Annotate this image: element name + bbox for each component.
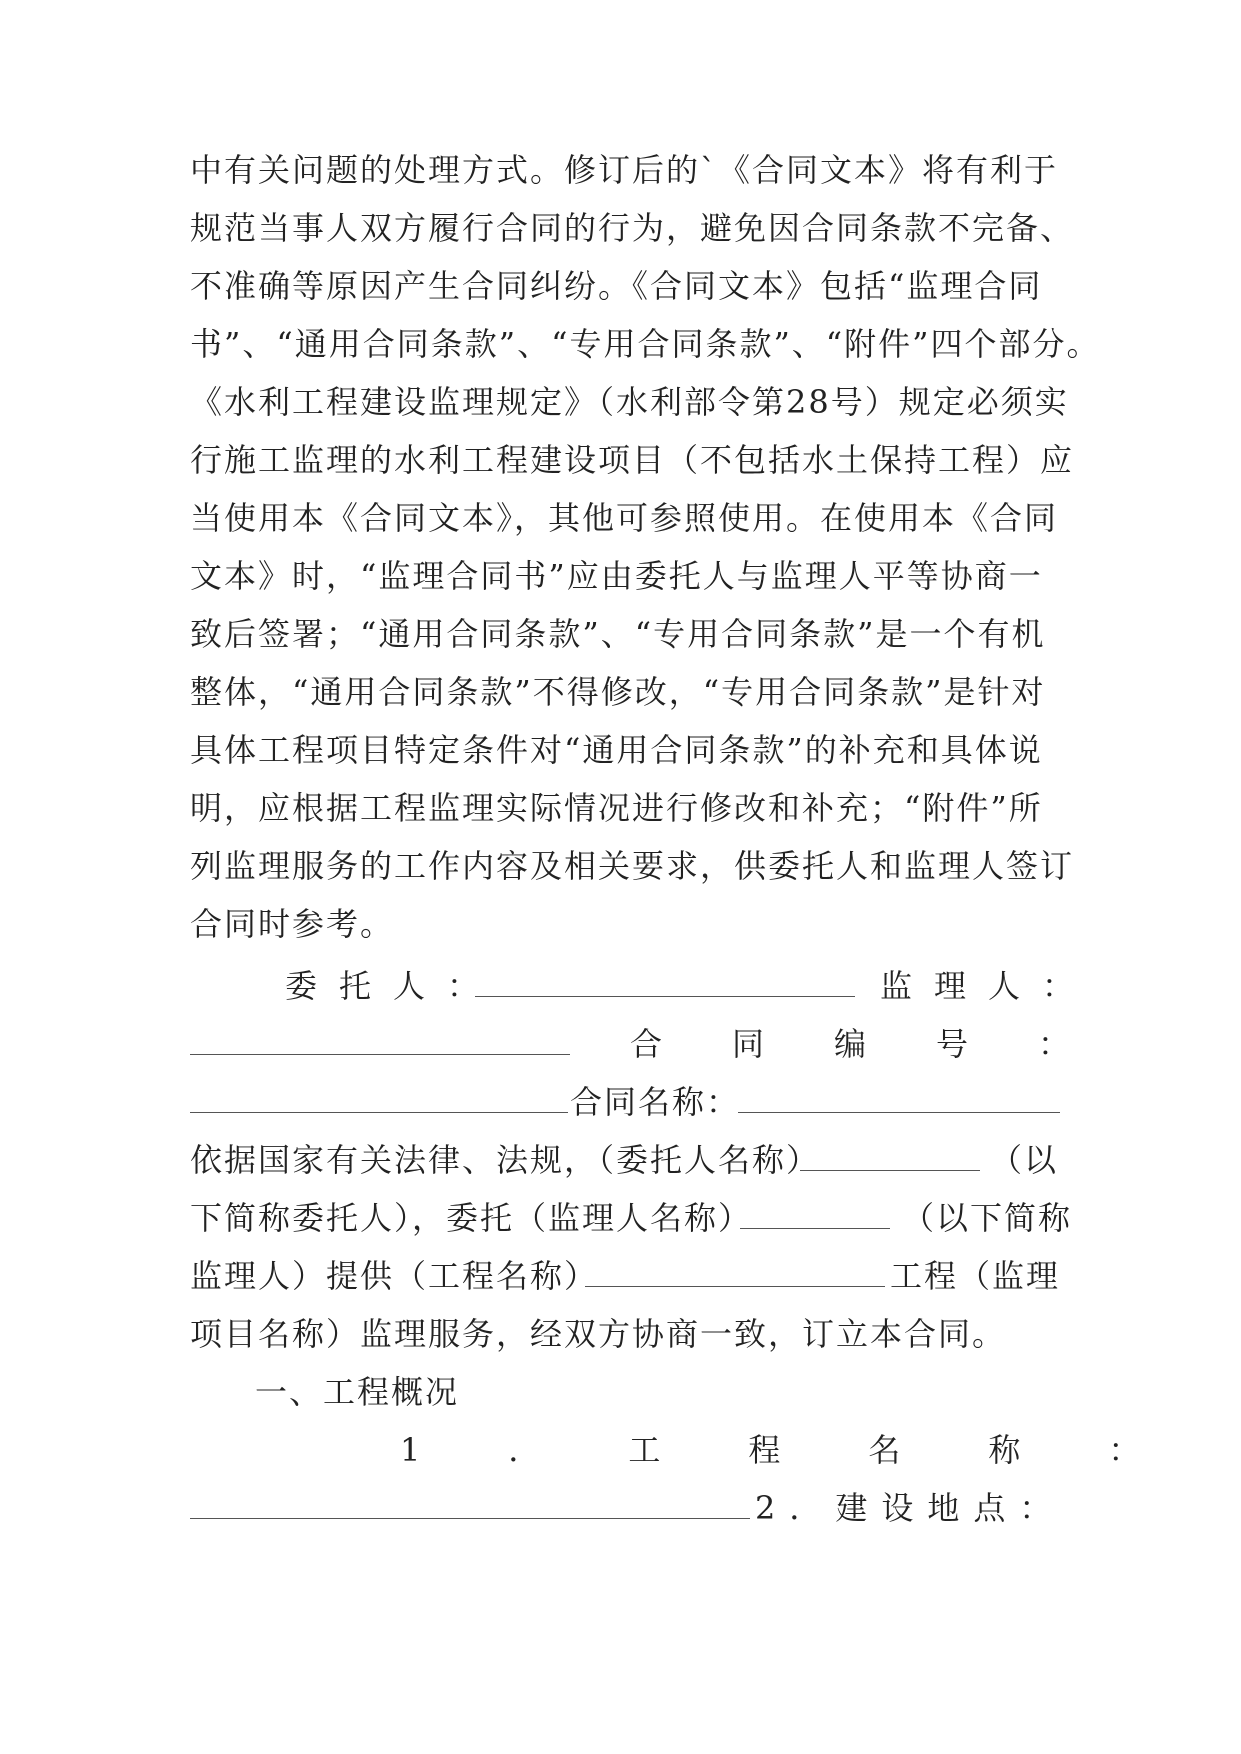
supervisor-contract-no-row: [190, 1024, 1141, 1068]
paragraph-line: 具体工程项目特定条件对“通用合同条款”的补充和具体说: [190, 731, 1043, 769]
section-heading: 一、工程概况: [255, 1373, 460, 1411]
supervisor-label: 监理人：: [880, 967, 1097, 1005]
agreement-line: [190, 1140, 1060, 1184]
contract-name-blank: [738, 1086, 1060, 1113]
contract-no-blank: [190, 1086, 568, 1113]
client-label: 委托人：: [285, 967, 502, 1005]
agreement-line-text: 下简称委托人），委托（监理人名称）: [190, 1199, 753, 1237]
supervisor-blank: [190, 1028, 570, 1055]
paragraph-line: 列监理服务的工作内容及相关要求，供委托人和监理人签订: [190, 847, 1075, 885]
project-name-field-blank: [190, 1492, 750, 1519]
agreement-line: 项目名称）监理服务，经双方协商一致，订立本合同。: [190, 1315, 1007, 1353]
paragraph-line: 中有关问题的处理方式。修订后的`《合同文本》将有利于: [190, 151, 1059, 189]
agreement-line-text: 监理人）提供（工程名称）: [190, 1257, 599, 1295]
paragraph-line: 不准确等原因产生合同纠纷。《合同文本》包括“监理合同: [190, 267, 1043, 305]
item-row: [190, 1430, 1229, 1474]
contract-no-label: 合同编号：: [630, 1025, 1141, 1063]
paragraph-line: 致后签署；“通用合同条款”、“专用合同条款”是一个有机: [190, 615, 1046, 653]
paragraph-line: 《水利工程建设监理规定》（水利部令第28号）规定必须实: [190, 383, 1069, 421]
paragraph-line: 书”、“通用合同条款”、“专用合同条款”、“附件”四个部分。: [190, 325, 1101, 363]
paragraph-line: 合同时参考。: [190, 905, 395, 943]
agreement-line-tail: （以下简称: [902, 1199, 1073, 1237]
project-name-blank: [585, 1260, 885, 1287]
paragraph-line: 整体，“通用合同条款”不得修改，“专用合同条款”是针对: [190, 673, 1046, 711]
agreement-line-tail: （以: [990, 1141, 1059, 1179]
client-name-blank: [800, 1144, 980, 1171]
agreement-line: [190, 1198, 1073, 1242]
paragraph-line: 明，应根据工程监理实际情况进行修改和补充；“附件”所: [190, 789, 1043, 827]
agreement-line-tail: 工程（监理: [890, 1257, 1061, 1295]
contract-name-label: 合同名称：: [570, 1083, 741, 1121]
item-row: [190, 1488, 1066, 1532]
client-supervisor-row: [190, 966, 1097, 1010]
item-label: 2．建设地点：: [755, 1489, 1066, 1527]
item-label: 1．工程名称：: [400, 1431, 1229, 1469]
contract-no-name-row: [190, 1082, 1060, 1126]
paragraph-line: 当使用本《合同文本》，其他可参照使用。在使用本《合同: [190, 499, 1059, 537]
paragraph-line: 行施工监理的水利工程建设项目（不包括水土保持工程）应: [190, 441, 1075, 479]
client-blank: [475, 970, 855, 997]
agreement-line-text: 依据国家有关法律、法规，（委托人名称）: [190, 1141, 821, 1179]
paragraph-line: 文本》时，“监理合同书”应由委托人与监理人平等协商一: [190, 557, 1043, 595]
agreement-line: [190, 1256, 1060, 1300]
paragraph-line: 规范当事人双方履行合同的行为，避免因合同条款不完备、: [190, 209, 1075, 247]
supervisor-name-blank: [740, 1202, 890, 1229]
